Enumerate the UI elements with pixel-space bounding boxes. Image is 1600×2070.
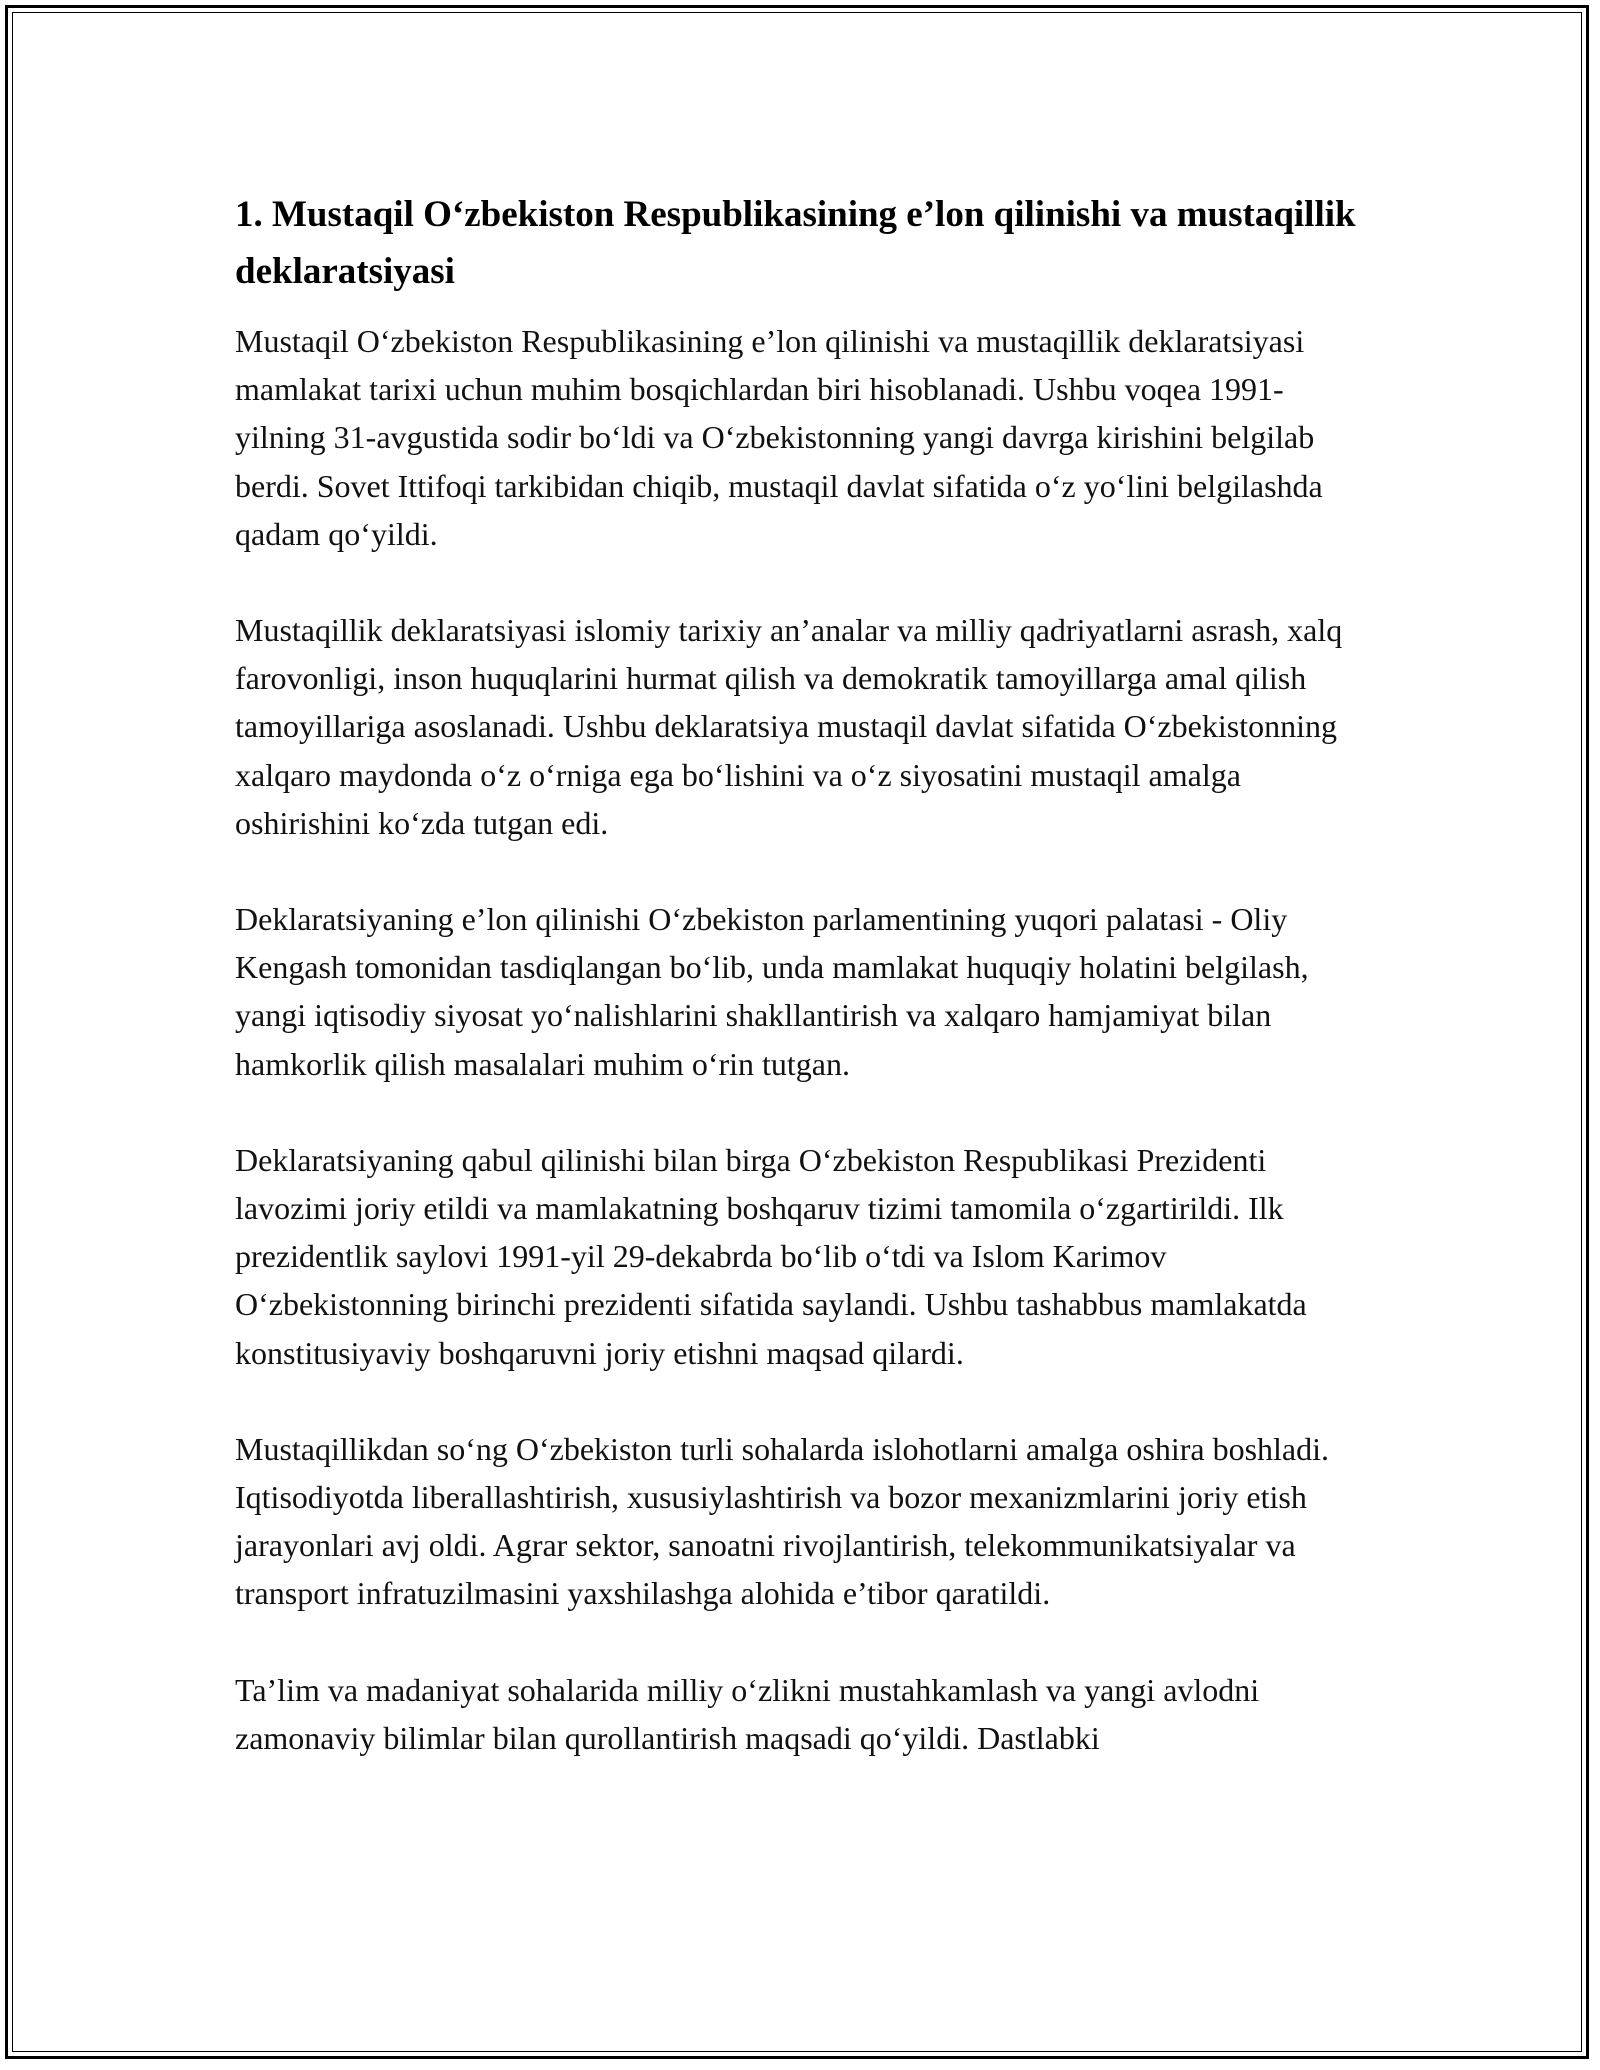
document-body <box>235 186 1370 1810</box>
paragraph: Deklaratsiyaning e’lon qilinishi O‘zbekiston parlamentining yuqori palatasi - Oliy Kengash tomonidan tasdiqlangan bo‘lib, unda mamlakat huquqiy holatini belgilash, yangi iqtisodiy siyosat yo‘nalishlarini shakllantirish va xalqaro hamjamiyat bilan hamkorlik qilish masalalari muhim o‘rin tutgan. <box>235 901 1309 1082</box>
paragraph: Mustaqillikdan so‘ng O‘zbekiston turli sohalarda islohotlarni amalga oshira boshladi. Iqtisodiyotda liberallashtirish, xususiylashtirish va bozor mexanizmlarini joriy etish jarayonlari avj oldi. Agrar sektor, sanoatni rivojlantirish, telekommunikatsiyalar va transport infratuzilmasini yaxshilashga alohida e’tibor qaratildi. <box>235 1430 1330 1612</box>
paragraph: Ta’lim va madaniyat sohalarida milliy o‘zlikni mustahkamlash va yangi avlodni zamonaviy bilimlar bilan qurollantirish maqsadi qo‘yildi. Dastlabki <box>235 1671 1260 1756</box>
section-heading: 1. Mustaqil O‘zbekiston Respublikasining e’lon qilinishi va mustaqillik deklaratsiyasi <box>235 194 1356 292</box>
paragraph: Mustaqillik deklaratsiyasi islomiy tarixiy an’analar va milliy qadriyatlarni asrash, xalq farovonligi, inson huquqlarini hurmat qilish va demokratik tamoyillarga amal qilish tamoyillariga asoslanadi. Ushbu deklaratsiya mustaqil davlat sifatida O‘zbekistonning xalqaro maydonda o‘z o‘rniga ega bo‘lishini va o‘z siyosatini mustaqil amalga oshirishini ko‘zda tutgan edi. <box>235 612 1343 841</box>
paragraph: Deklaratsiyaning qabul qilinishi bilan birga O‘zbekiston Respublikasi Prezidenti lavozimi joriy etildi va mamlakatning boshqaruv tizimi tamomila o‘zgartirildi. Ilk prezidentlik saylovi 1991-yil 29-dekabrda bo‘lib o‘tdi va Islom Karimov O‘zbekistonning birinchi prezidenti sifatida saylandi. Ushbu tashabbus mamlakatda konstitusiyaviy boshqaruvni joriy etishni maqsad qilardi. <box>235 1141 1307 1371</box>
paragraph: Mustaqil O‘zbekiston Respublikasining e’lon qilinishi va mustaqillik deklaratsiyasi mamlakat tarixi uchun muhim bosqichlardan biri hisoblanadi. Ushbu voqea 1991-yilning 31-avgustida sodir bo‘ldi va O‘zbekistonning yangi davrga kirishini belgilab berdi. Sovet Ittifoqi tarkibidan chiqib, mustaqil davlat sifatida o‘z yo‘lini belgilashda qadam qo‘yildi. <box>235 323 1323 552</box>
